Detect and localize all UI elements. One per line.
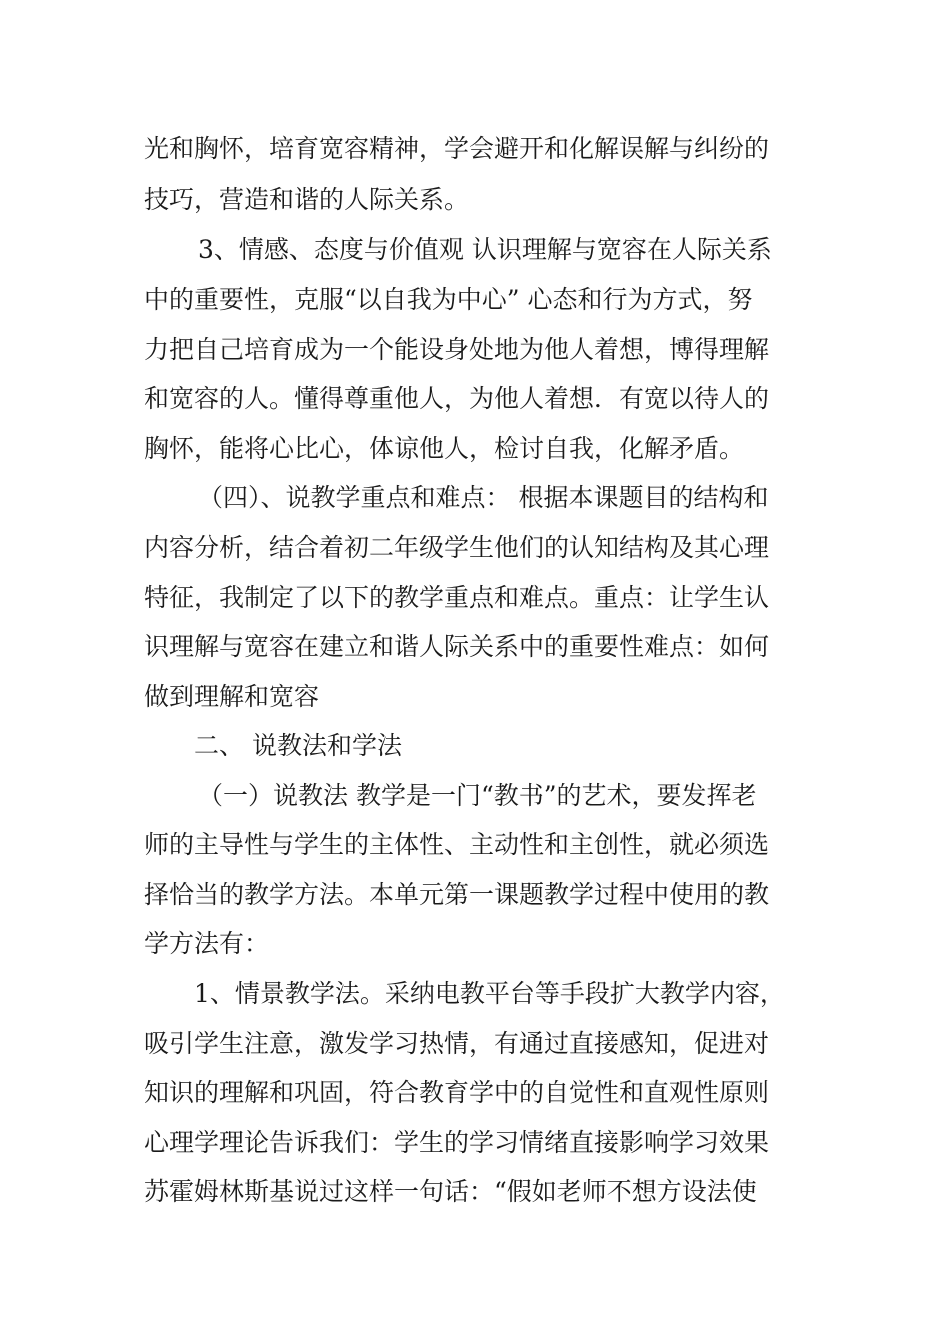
text-line: （四）、说教学重点和难点： 根据本课题目的结构和 [198, 483, 769, 512]
section-heading: 二、 说教法和学法 [194, 731, 402, 760]
text-line: 识理解与宽容在建立和谐人际关系中的重要性难点：如何 [144, 632, 770, 661]
text-line: （一）说教法 教学是一门“教书”的艺术，要发挥老 [198, 781, 757, 810]
text-line: 内容分析，结合着初二年级学生他们的认知结构及其心理 [144, 533, 770, 562]
text-line: 吸引学生注意，激发学习热情，有通过直接感知，促进对 [144, 1029, 770, 1058]
text-line: 苏霍姆林斯基说过这样一句话：“假如老师不想方设法使 [144, 1177, 757, 1206]
text-line: 知识的理解和巩固，符合教育学中的自觉性和直观性原则 [144, 1078, 770, 1107]
text-line: 师的主导性与学生的主体性、主动性和主创性，就必须选 [144, 830, 770, 859]
text-line: 做到理解和宽容 [144, 682, 320, 711]
text-line: 学方法有： [144, 929, 270, 958]
text-line: 和宽容的人。懂得尊重他人，为他人着想．有宽以待人的 [144, 384, 770, 413]
text-line: 择恰当的教学方法。本单元第一课题教学过程中使用的教 [144, 880, 770, 909]
text-line: 力把自己培育成为一个能设身处地为他人着想，博得理解 [144, 335, 770, 364]
text-line: 中的重要性，克服“以自我为中心” 心态和行为方式，努 [144, 285, 753, 314]
text-line: 心理学理论告诉我们：学生的学习情绪直接影响学习效果 [144, 1128, 770, 1157]
text-line: 胸怀，能将心比心，体谅他人，检讨自我，化解矛盾。 [144, 434, 745, 463]
text-line: 技巧，营造和谐的人际关系。 [144, 185, 470, 214]
text-line: 特征，我制定了以下的教学重点和难点。重点：让学生认 [144, 583, 770, 612]
text-line: 光和胸怀，培育宽容精神，学会避开和化解误解与纠纷的 [144, 134, 770, 163]
text-line: 1、情景教学法。采纳电教平台等手段扩大教学内容， [194, 979, 785, 1008]
text-line: 3、情感、态度与价值观 认识理解与宽容在人际关系 [198, 235, 772, 264]
